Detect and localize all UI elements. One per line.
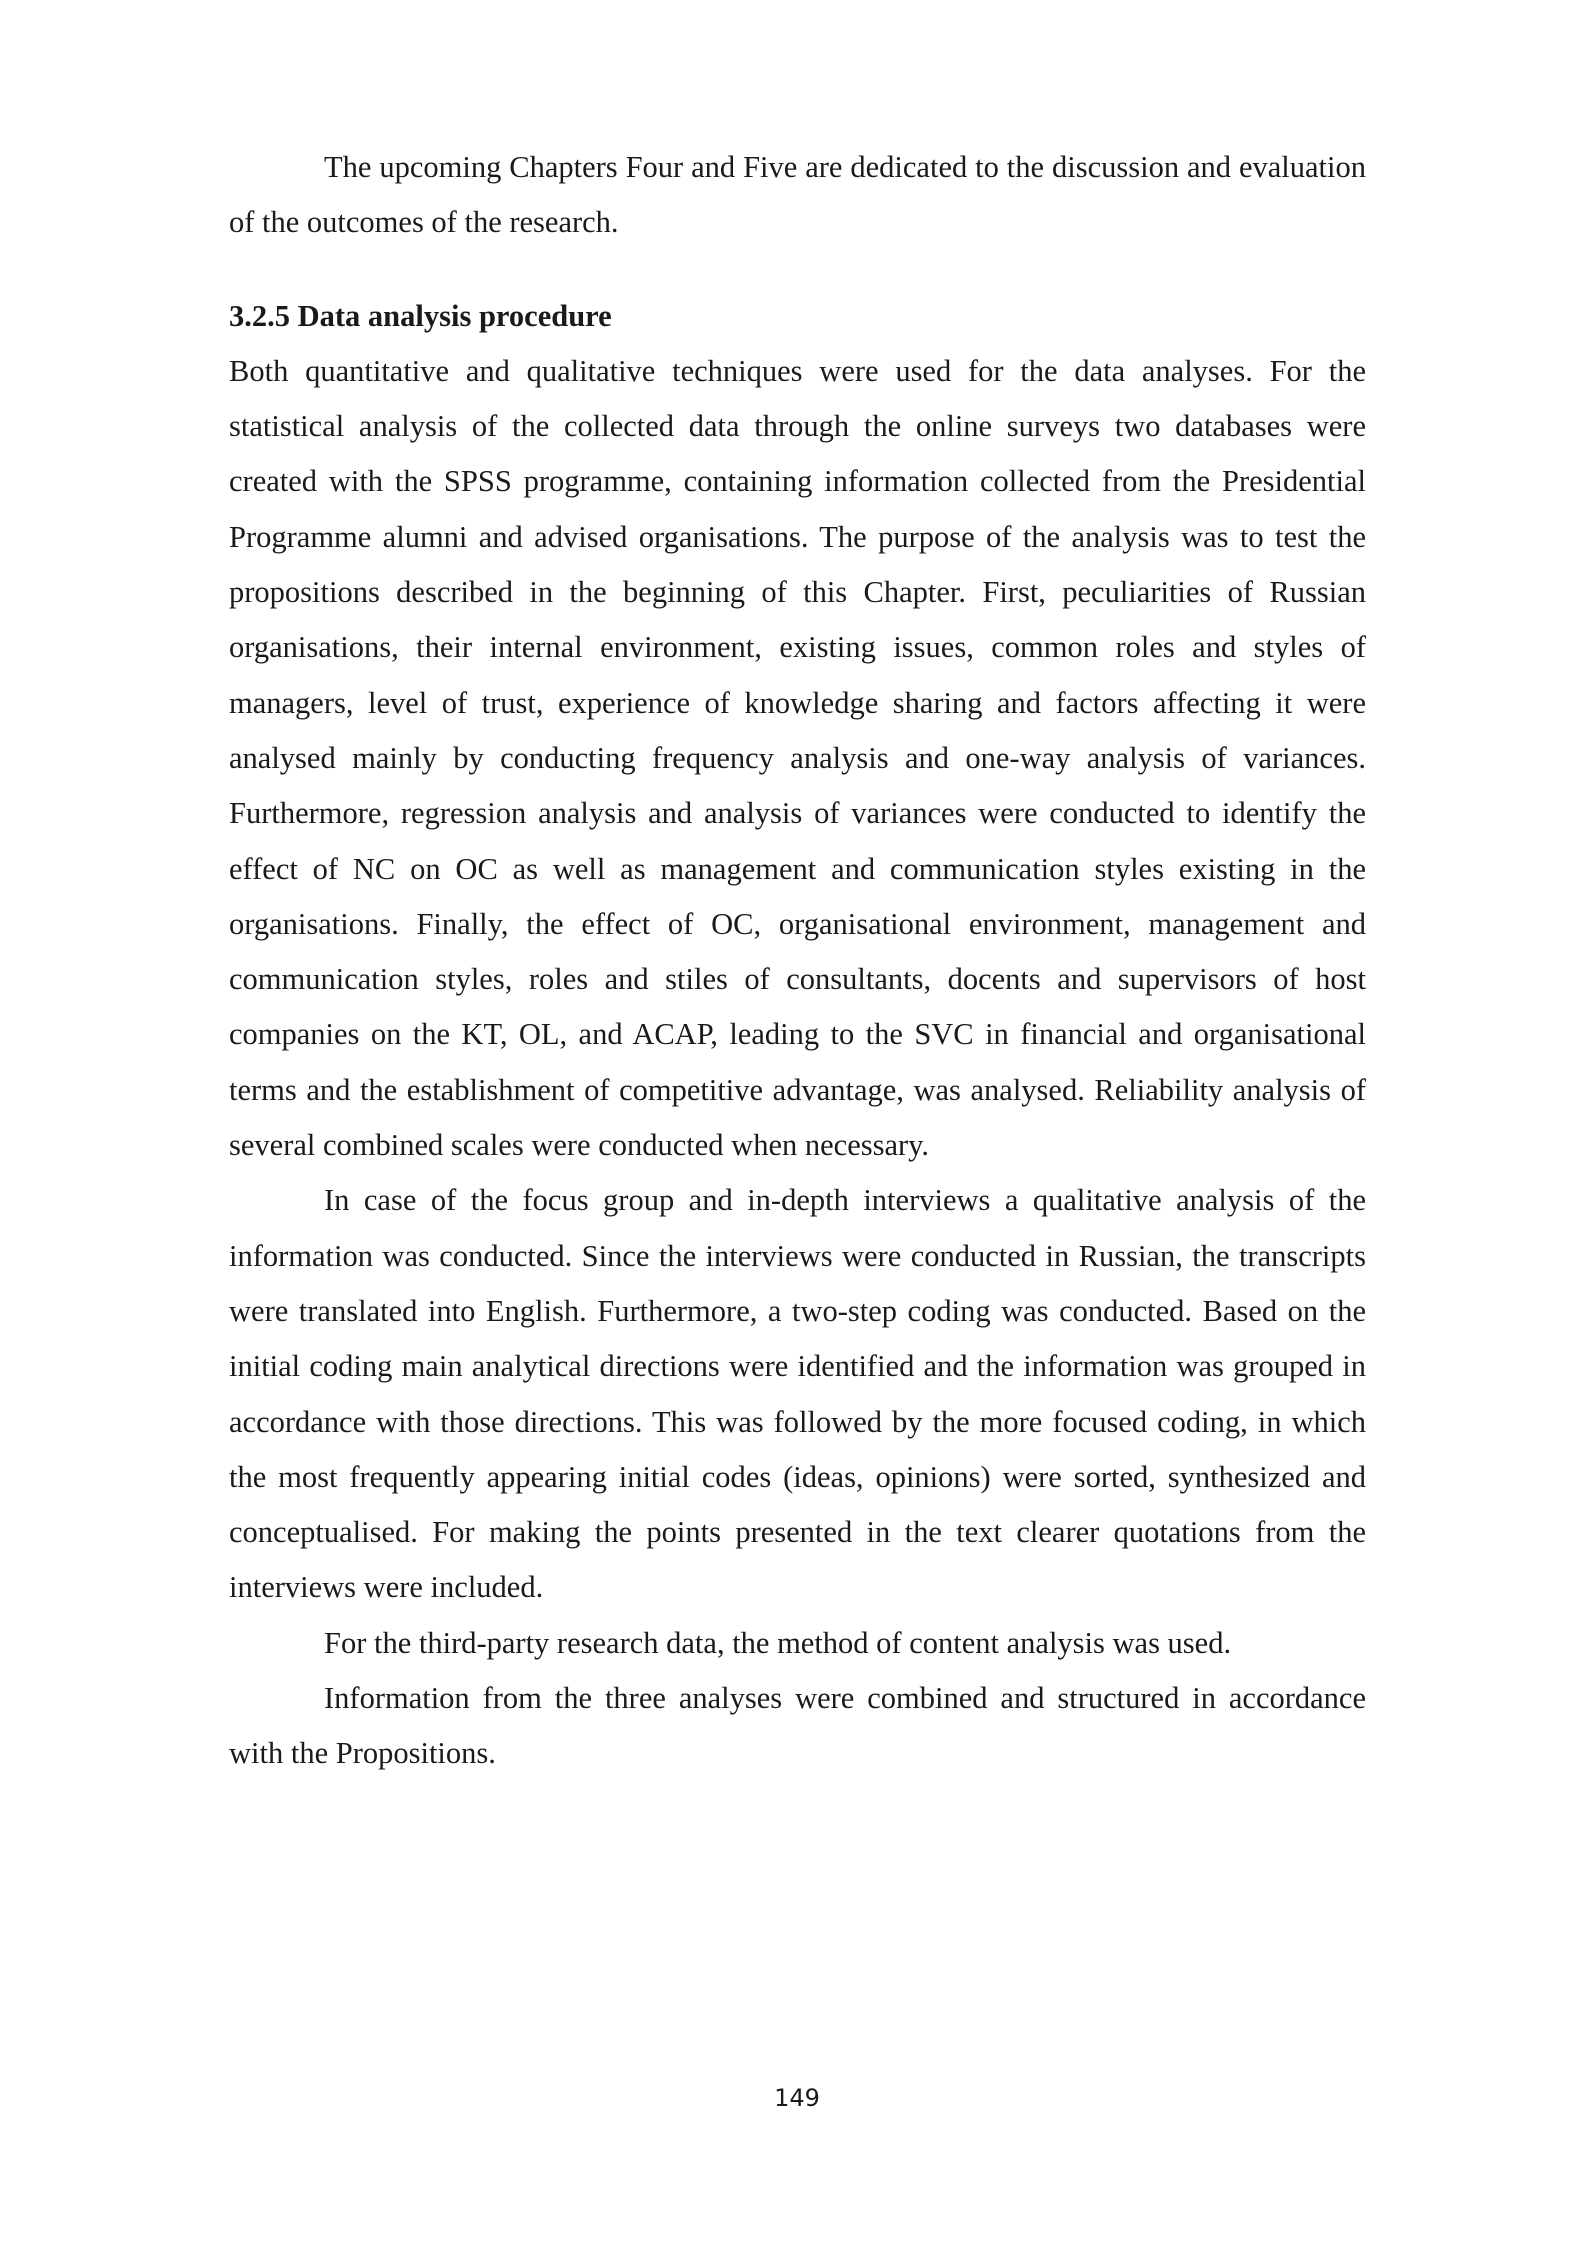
body-text bbox=[229, 140, 1366, 1782]
paragraph-intro: The upcoming Chapters Four and Five are dedicated to the discussion and evaluation of the outcomes of the research. bbox=[229, 150, 1366, 240]
section-heading: 3.2.5 Data analysis procedure bbox=[229, 298, 612, 333]
paragraph-combined-analyses: Information from the three analyses were combined and structured in accordance with the Propositions. bbox=[229, 1681, 1366, 1771]
section-spacer bbox=[229, 251, 1366, 289]
page-number: 149 bbox=[774, 2084, 820, 2112]
paragraph-data-analysis: Both quantitative and qualitative techniques were used for the data analyses. For the statistical analysis of the collected data through the online surveys two databases were created with the SPSS programme, containing information collected from the Presidential Programme alumni and advised organisations. The purpose of the analysis was to test the propositions described in the beginning of this Chapter. First, peculiarities of Russian organisations, their internal environment, existing issues, common roles and styles of managers, level of trust, experience of knowledge sharing and factors affecting it were analysed mainly by conducting frequency analysis and one-way analysis of variances. Furthermore, regression analysis and analysis of variances were conducted to identify the effect of NC on OC as well as management and communication styles existing in the organisations. Finally, the effect of OC, organisational environment, management and communication styles, roles and stiles of consultants, docents and supervisors of host companies on the KT, OL, and ACAP, leading to the SVC in financial and organisational terms and the establishment of competitive advantage, was analysed. Reliability analysis of several combined scales were conducted when necessary. bbox=[229, 353, 1366, 1163]
paragraph-third-party-data: For the third-party research data, the method of content analysis was used. bbox=[324, 1625, 1232, 1660]
paragraph-qualitative-analysis: In case of the focus group and in-depth interviews a qualitative analysis of the information was conducted. Since the interviews were conducted in Russian, the transcripts were translated into English. Furthermore, a two-step coding was conducted. Based on the initial coding main analytical directions were identified and the information was grouped in accordance with those directions. This was followed by the more focused coding, in which the most frequently appearing initial codes (ideas, opinions) were sorted, synthesized and conceptualised. For making the points presented in the text clearer quotations from the interviews were included. bbox=[229, 1183, 1366, 1605]
